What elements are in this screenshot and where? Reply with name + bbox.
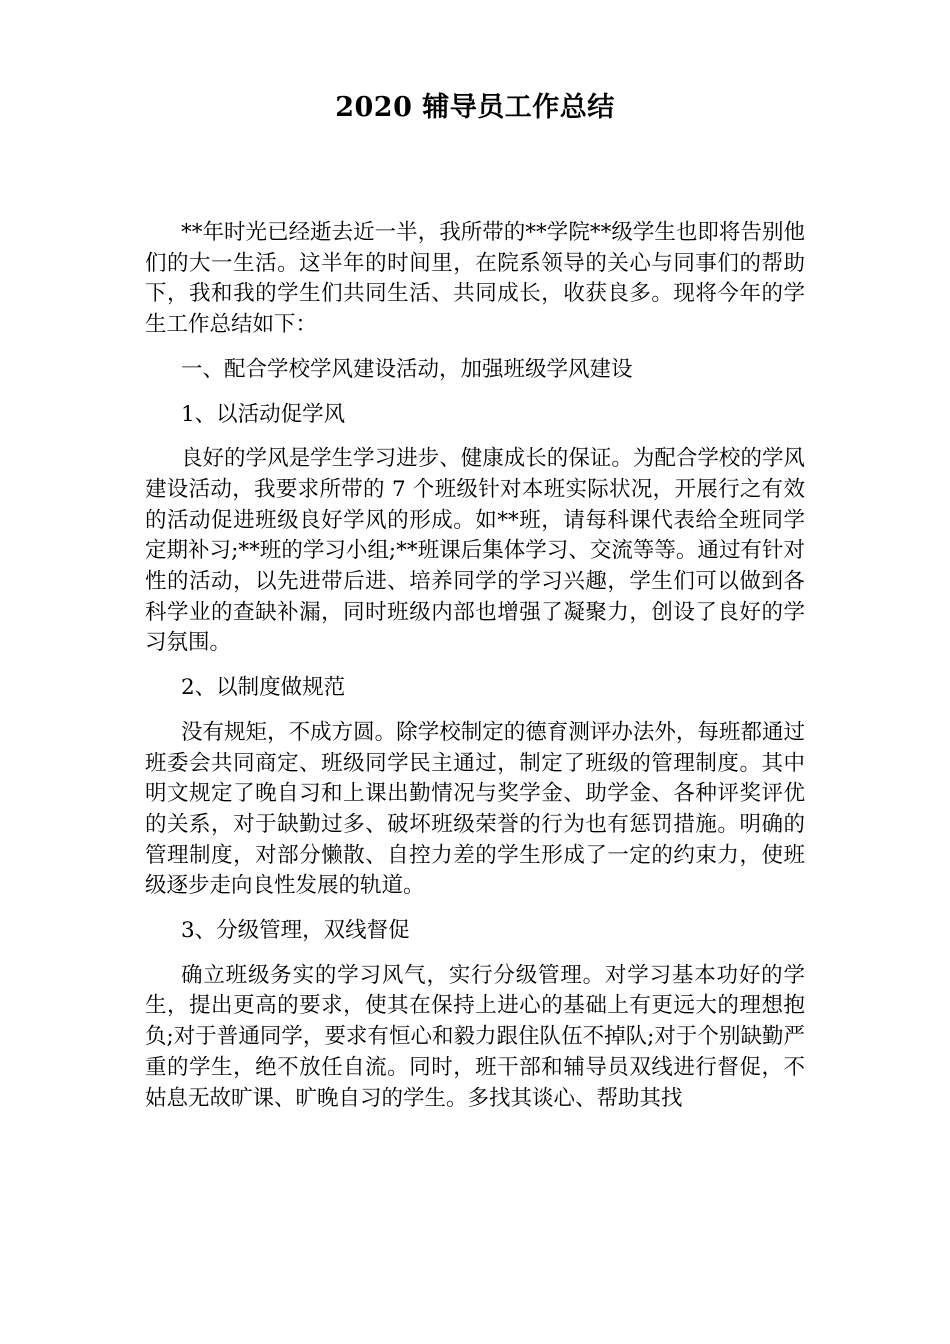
paragraph-activities: 良好的学风是学生学习进步、健康成长的保证。为配合学校的学风建设活动，我要求所带的 7 个班级针对本班实际状况，开展行之有效的活动促进班级良好学风的形成。如**班，请每科课代表给全班同学定期补习;**班的学习小组;**班课后集体学习、交流等等。通过有针对性的活动，以先进带后进、培养同学的学习兴趣，学生们可以做到各科学业的查缺补漏，同时班级内部也增强了凝聚力，创设了良好的学习氛围。 — [145, 446, 805, 656]
document-title: 2020 辅导员工作总结 — [335, 92, 615, 123]
subheading-3: 3、分级管理，双线督促 — [181, 918, 410, 944]
section-heading-1: 一、配合学校学风建设活动，加强班级学风建设 — [181, 356, 633, 382]
paragraph-rules: 没有规矩，不成方圆。除学校制定的德育测评办法外，每班都通过班委会共同商定、班级同学民主通过，制定了班级的管理制度。其中明文规定了晚自习和上课出勤情况与奖学金、助学金、各种评奖评优的关系，对于缺勤过多、破坏班级荣誉的行为也有惩罚措施。明确的管理制度，对部分懒散、自控力差的学生形成了一定的约束力，使班级逐步走向良性发展的轨道。 — [145, 719, 805, 899]
document-body — [145, 218, 805, 1128]
paragraph-tiered-management: 确立班级务实的学习风气，实行分级管理。对学习基本功好的学生，提出更高的要求，使其在保持上进心的基础上有更远大的理想抱负;对于普通同学，要求有恒心和毅力跟住队伍不掉队;对于个别缺勤严重的学生，绝不放任自流。同时，班干部和辅导员双线进行督促，不姑息无故旷课、旷晚自习的学生。多找其谈心、帮助其找 — [145, 962, 805, 1111]
paragraph-intro: **年时光已经逝去近一半，我所带的**学院**级学生也即将告别他们的大一生活。这半年的时间里，在院系领导的关心与同事们的帮助下，我和我的学生们共同生活、共同成长，收获良多。现将今年的学生工作总结如下： — [145, 220, 805, 338]
subheading-2: 2、以制度做规范 — [181, 675, 346, 701]
subheading-1: 1、以活动促学风 — [181, 401, 346, 427]
